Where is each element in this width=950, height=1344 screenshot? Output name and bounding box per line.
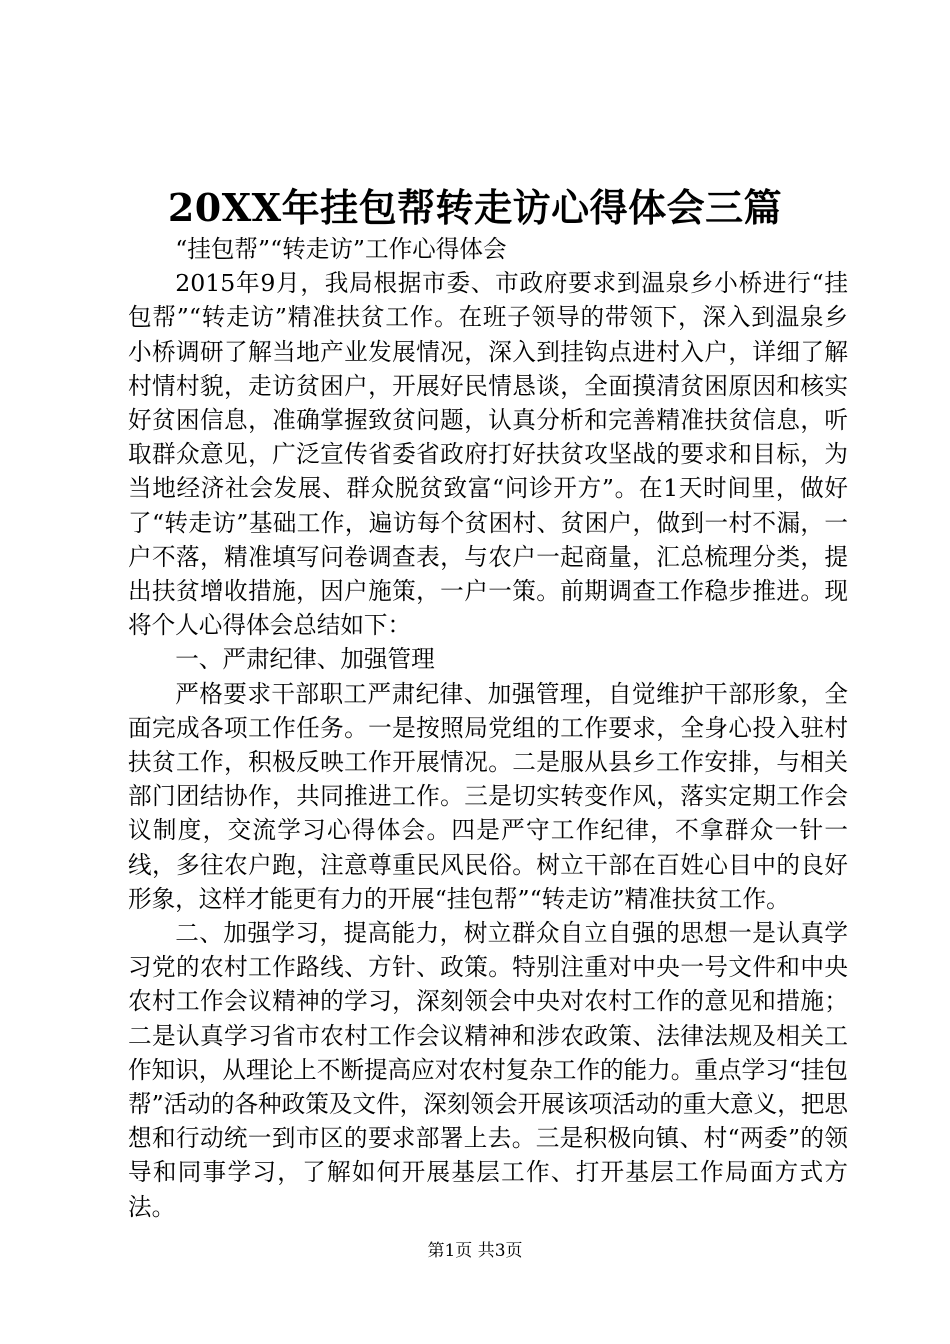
document-title: 20XX年挂包帮转走访心得体会三篇 — [167, 185, 783, 230]
section-1-paragraph: 严格要求干部职工严肃纪律、加强管理，自觉维护干部形象，全面完成各项工作任务。一是按照局党组的工作要求，全身心投入驻村扶贫工作，积极反映工作开展情况。二是服从县乡工作安排，与相关部门团结协作，共同推进工作。三是切实转变作风，落实定期工作会议制度，交流学习心得体会。四是严守工作纪律，不拿群众一针一线，多往农户跑，注意尊重民风民俗。树立干部在百姓心目中的良好形象，这样才能更有力的开展“挂包帮”“转走访”精准扶贫工作。 — [128, 679, 848, 913]
section-heading-1: 一、严肃纪律、加强管理 — [175, 645, 435, 674]
document-body — [128, 232, 848, 1224]
page-number-indicator: 第1页 共3页 — [427, 1241, 523, 1261]
subtitle-paragraph: “挂包帮”“转走访”工作心得体会 — [175, 235, 507, 263]
section-2-paragraph: 二、加强学习，提高能力，树立群众自立自强的思想一是认真学习党的农村工作路线、方针、政策。特别注重对中央一号文件和中央农村工作会议精神的学习，深刻领会中央对农村工作的意见和措施；二是认真学习省市农村工作会议精神和涉农政策、法律法规及相关工作知识，从理论上不断提高应对农村复杂工作的能力。重点学习“挂包帮”活动的各种政策及文件，深刻领会开展该项活动的重大意义，把思想和行动统一到市区的要求部署上去。三是积极向镇、村“两委”的领导和同事学习，了解如何开展基层工作、打开基层工作局面方式方法。 — [128, 919, 848, 1221]
page-footer — [0, 1240, 950, 1262]
intro-paragraph: 2015年9月，我局根据市委、市政府要求到温泉乡小桥进行“挂包帮”“转走访”精准扶贫工作。在班子领导的带领下，深入到温泉乡小桥调研了解当地产业发展情况，深入到挂钩点进村入户，详细了解村情村貌，走访贫困户，开展好民情恳谈，全面摸清贫困原因和核实好贫困信息，准确掌握致贫问题，认真分析和完善精准扶贫信息，听取群众意见，广泛宣传省委省政府打好扶贫攻坚战的要求和目标，为当地经济社会发展、群众脱贫致富“问诊开方”。在1天时间里，做好了“转走访”基础工作，遍访每个贫困村、贫困户，做到一村不漏，一户不落，精准填写问卷调查表，与农户一起商量，汇总梳理分类，提出扶贫增收措施，因户施策，一户一策。前期调查工作稳步推进。现将个人心得体会总结如下： — [128, 269, 848, 640]
